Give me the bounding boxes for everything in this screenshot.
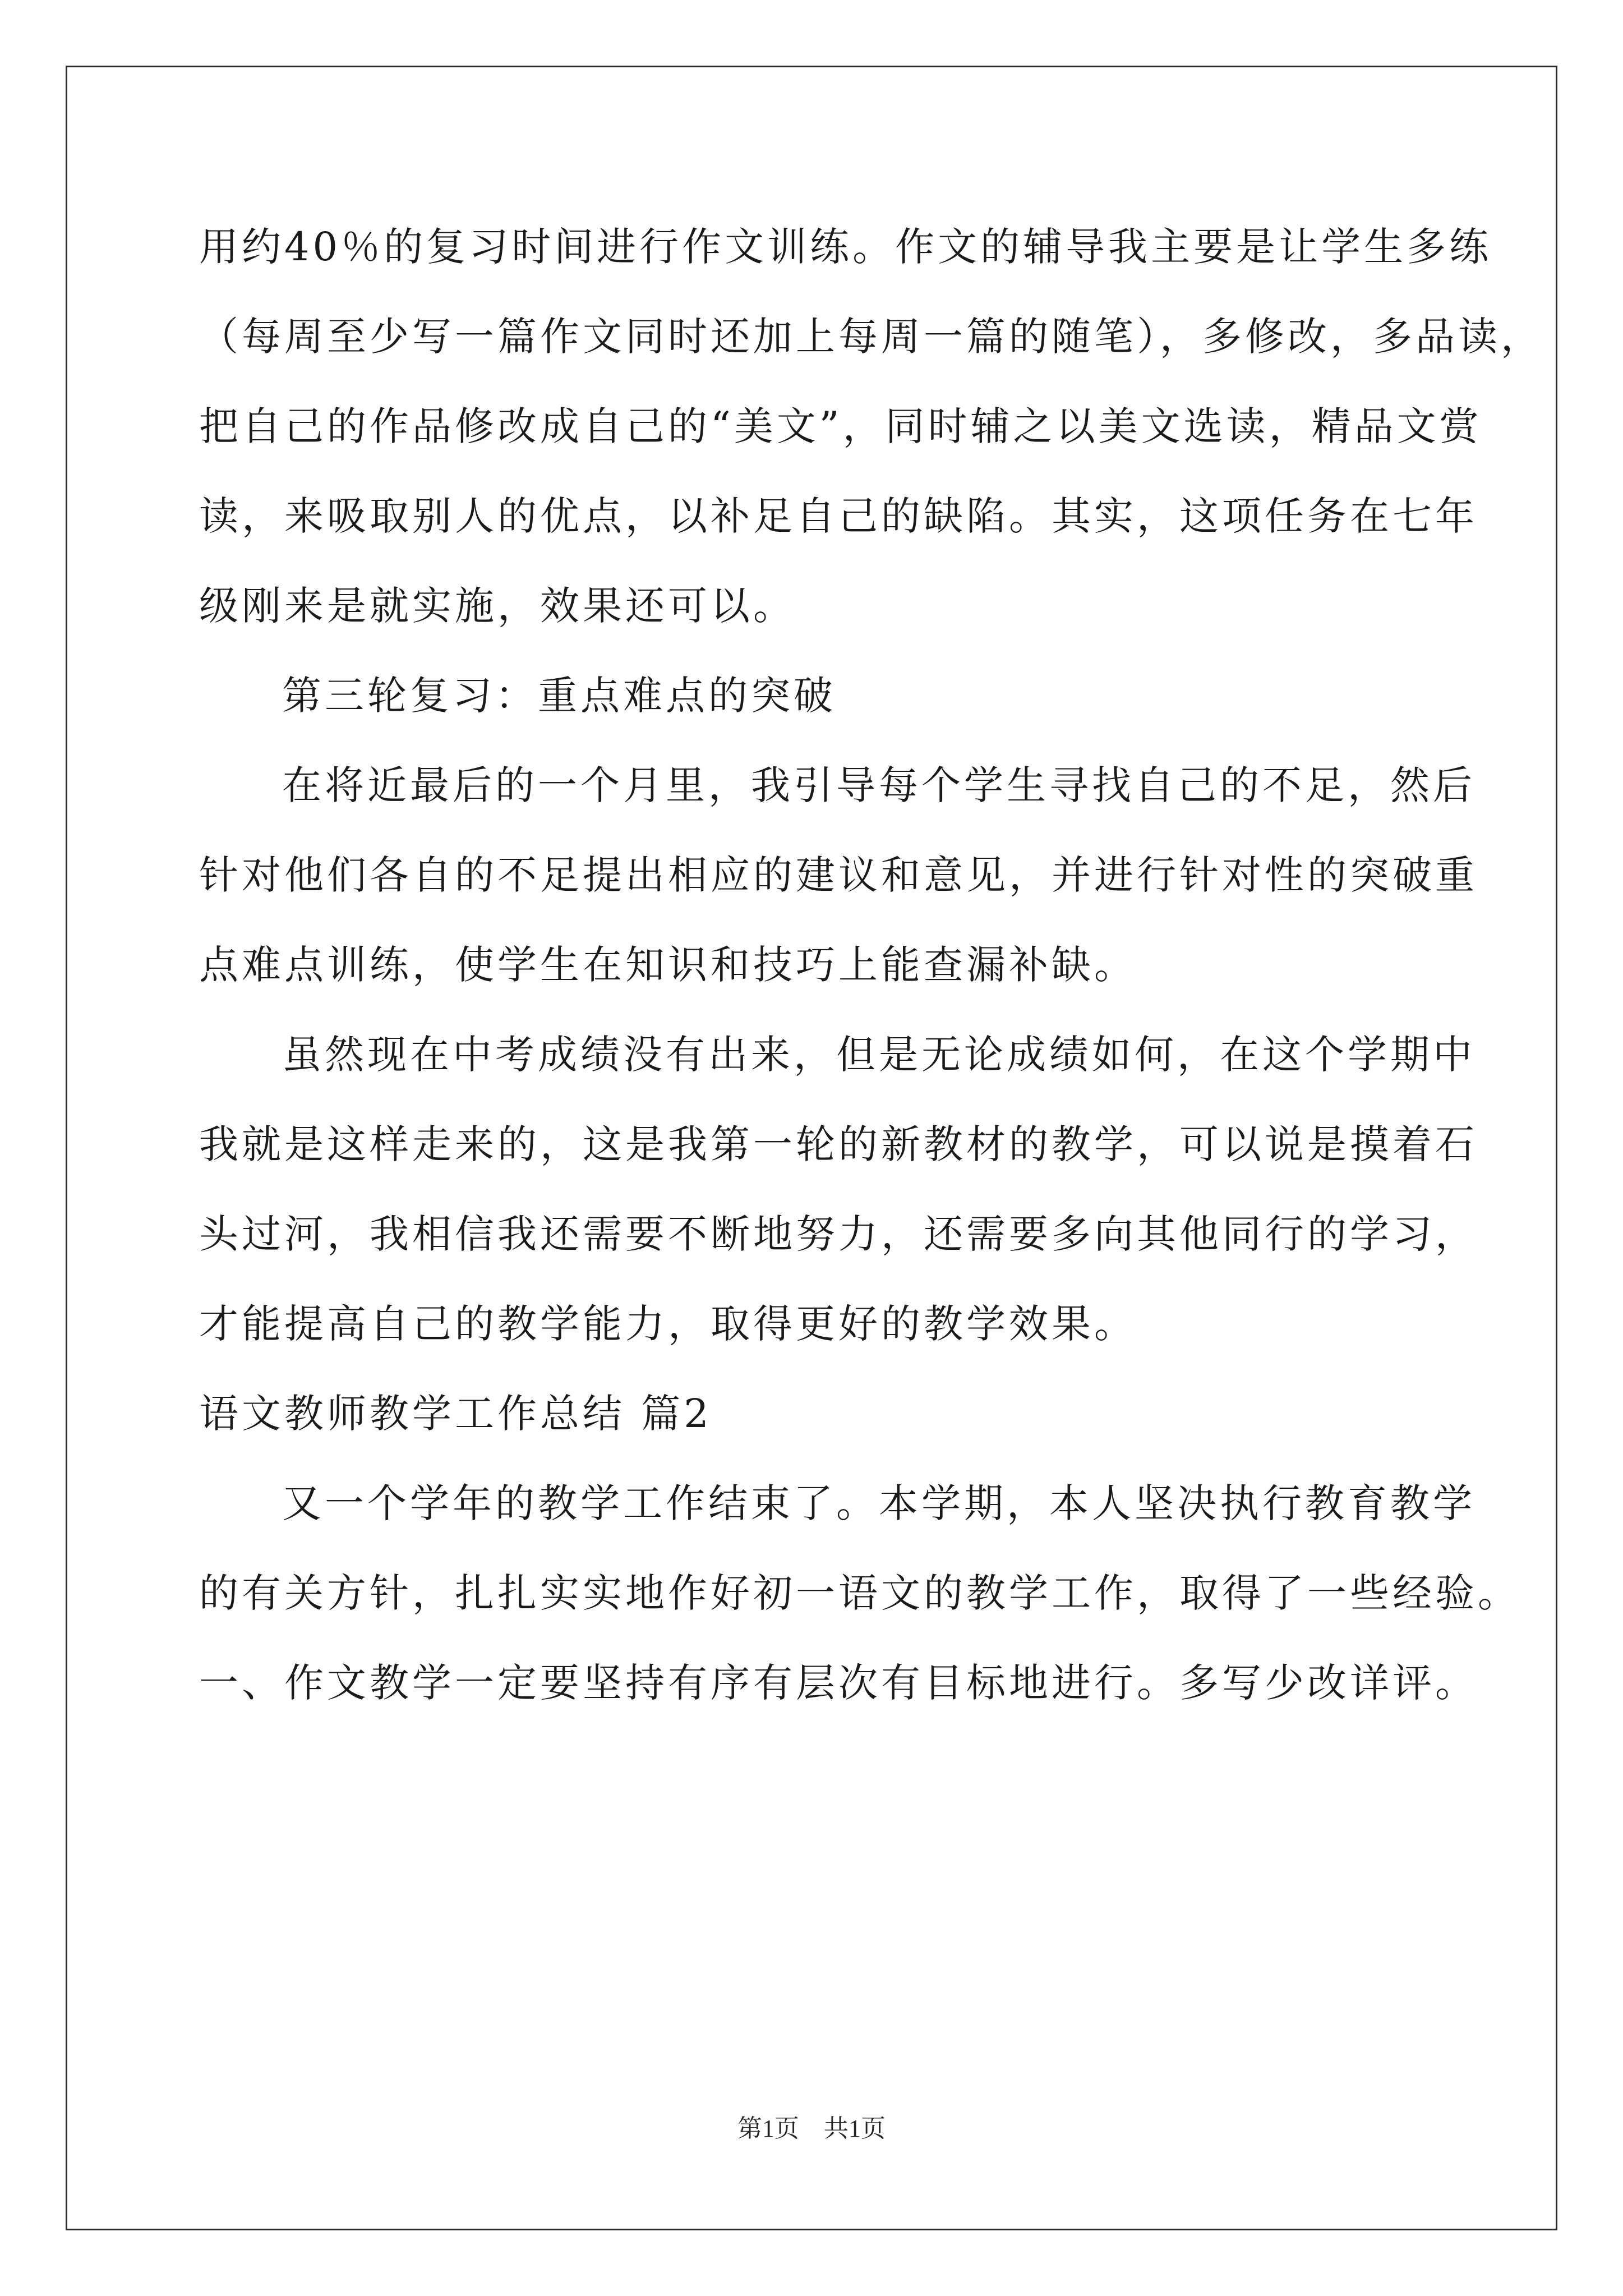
text-line-1: 用约40％的复习时间进行作文训练。作文的辅导我主要是让学生多练 xyxy=(199,224,1492,270)
text-line-7: 在将近最后的一个月里，我引导每个学生寻找自己的不足，然后 xyxy=(282,762,1476,808)
text-line-11: 我就是这样走来的，这是我第一轮的新教材的教学，可以说是摸着石 xyxy=(199,1121,1478,1167)
text-line-17: 一、作文教学一定要坚持有序有层次有目标地进行。多写少改详评。 xyxy=(199,1660,1478,1706)
text-line-3: 把自己的作品修改成自己的“美文”，同时辅之以美文选读，精品文赏 xyxy=(199,403,1482,449)
text-line-10: 虽然现在中考成绩没有出来，但是无论成绩如何，在这个学期中 xyxy=(282,1032,1476,1078)
text-line-15: 又一个学年的教学工作结束了。本学期，本人坚决执行教育教学 xyxy=(282,1480,1476,1526)
text-line-16: 的有关方针，扎扎实实地作好初一语文的教学工作，取得了一些经验。 xyxy=(199,1570,1520,1616)
text-line-2: （每周至少写一篇作文同时还加上每周一篇的随笔），多修改，多品读， xyxy=(199,314,1543,360)
document-body xyxy=(199,219,1543,1745)
text-line-12: 头过河，我相信我还需要不断地努力，还需要多向其他同行的学习， xyxy=(199,1211,1478,1257)
text-line-4: 读，来吸取别人的优点，以补足自己的缺陷。其实，这项任务在七年 xyxy=(199,493,1478,539)
text-line-9: 点难点训练，使学生在知识和技巧上能查漏补缺。 xyxy=(199,942,1137,988)
section-heading-third-review: 第三轮复习：重点难点的突破 xyxy=(282,673,836,719)
text-line-13: 才能提高自己的教学能力，取得更好的教学效果。 xyxy=(199,1301,1137,1347)
article-title-part-2: 语文教师教学工作总结 篇2 xyxy=(199,1391,712,1437)
text-line-8: 针对他们各自的不足提出相应的建议和意见，并进行针对性的突破重 xyxy=(199,852,1478,898)
text-line-5: 级刚来是就实施，效果还可以。 xyxy=(199,583,796,629)
page-number-footer: 第1页 共1页 xyxy=(737,2115,886,2142)
